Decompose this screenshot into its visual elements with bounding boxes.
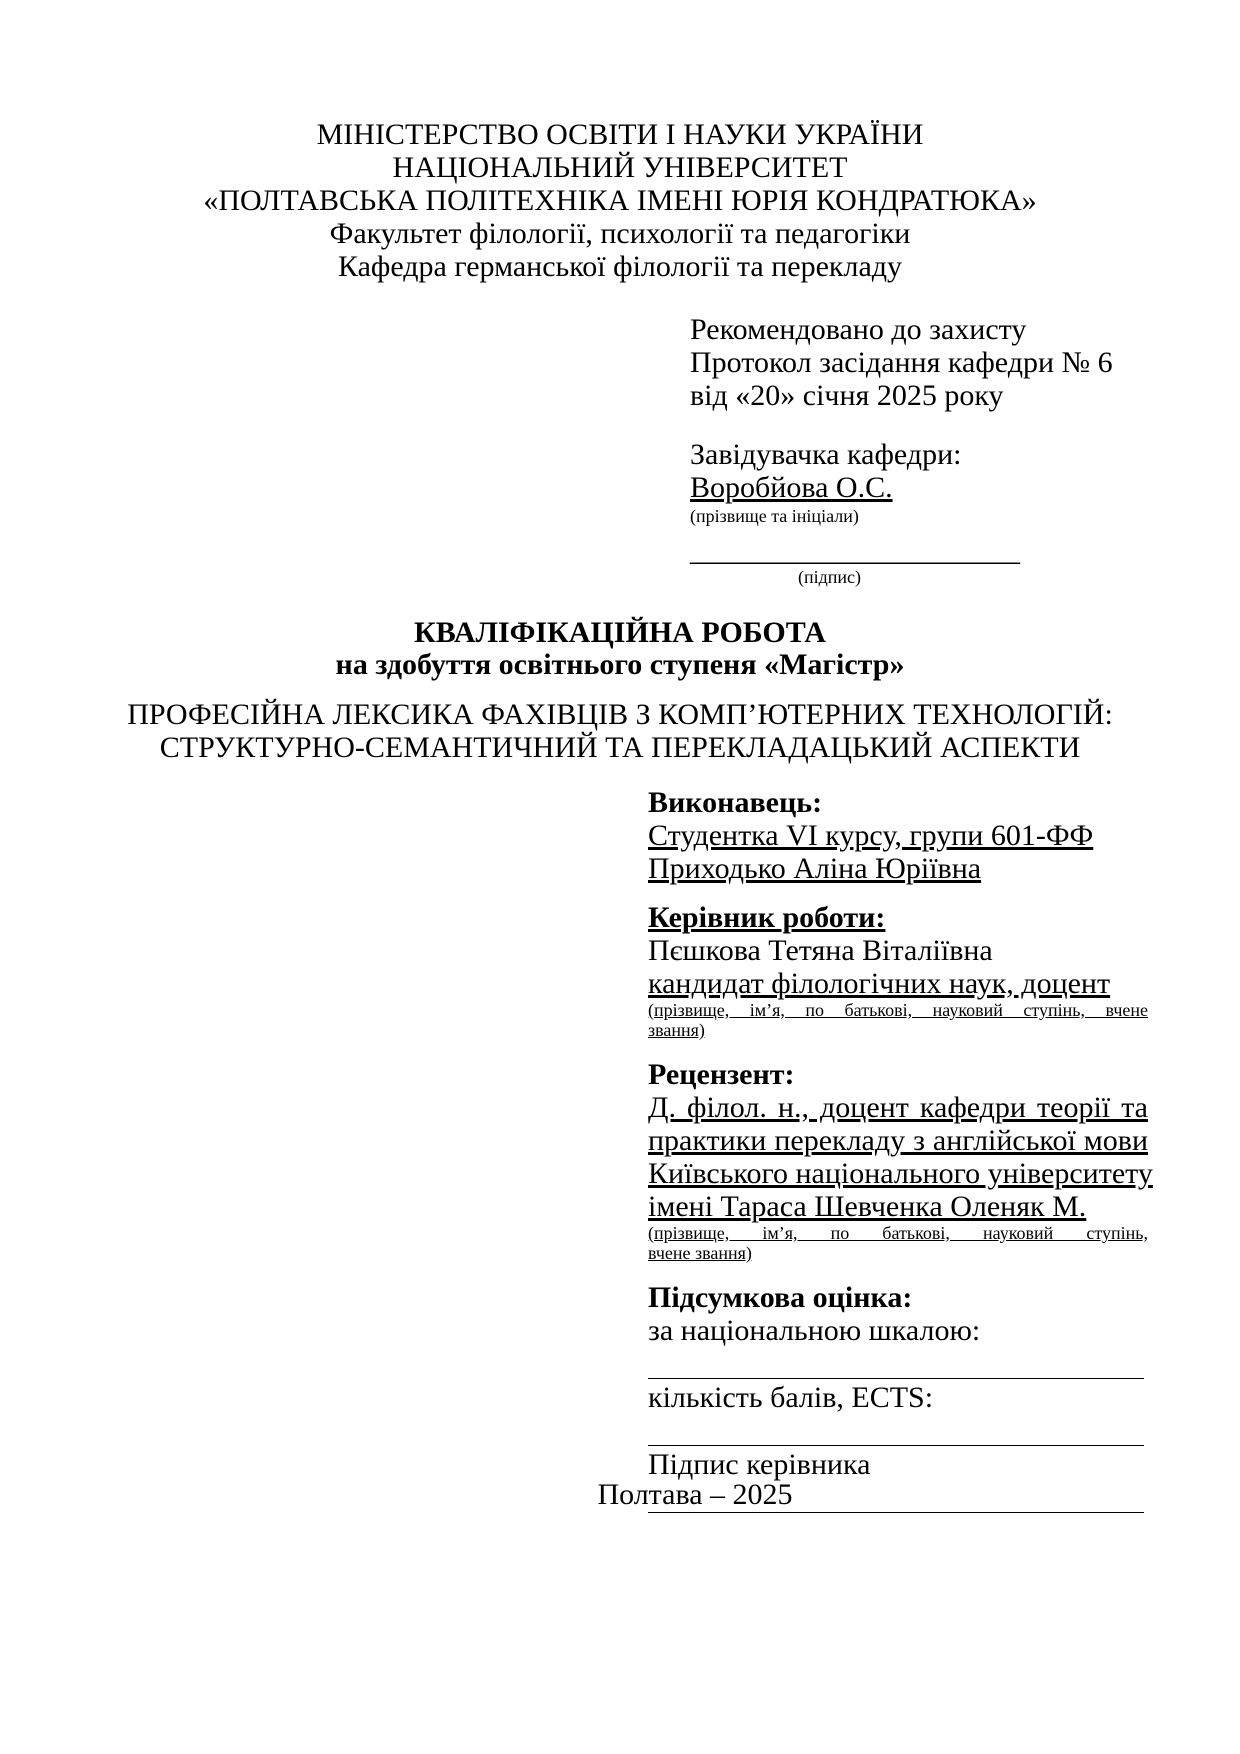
department-head-label: Завідувачка кафедри: [690,438,962,471]
signature-caption: (підпис) [798,567,862,587]
supervisor-signature-label: Підпис керівника [648,1448,871,1481]
reviewer-label: Рецензент: [648,1058,795,1091]
ministry-name: МІНІСТЕРСТВО ОСВІТИ І НАУКИ УКРАЇНИ [316,118,924,151]
university-name-line1: НАЦІОНАЛЬНИЙ УНІВЕРСИТЕТ [392,151,848,184]
performer-section [648,786,1148,885]
national-scale-label: за національною шкалою: [648,1314,981,1347]
university-name-line2: «ПОЛТАВСЬКА ПОЛІТЕХНІКА ІМЕНІ ЮРІЯ КОНДРАТЮКА» [203,184,1037,217]
reviewer-section [648,1058,1153,1263]
grade-label: Підсумкова оцінка: [648,1281,913,1314]
performer-label: Виконавець: [648,786,823,819]
department-name: Кафедра германської філології та перекладу [337,250,903,283]
recommendation-block [690,313,1130,587]
department-head-name: Воробйова О.С. [690,471,893,504]
work-type: КВАЛІФІКАЦІЙНА РОБОТА [414,616,826,649]
faculty-name: Факультет філології, психології та педагогіки [329,217,911,250]
work-title-line1: ПРОФЕСІЙНА ЛЕКСИКА ФАХІВЦІВ З КОМП’ЮТЕРНИХ ТЕХНОЛОГІЙ: [127,698,1113,731]
reviewer-line4: імені Тараса Шевченка Оленяк М. [648,1190,1087,1223]
supervisor-line1: Пєшкова Тетяна Віталіївна [648,934,993,967]
performer-line1: Студентка VI курсу, групи 601-ФФ [648,819,1094,852]
city-year: Полтава – 2025 [597,1478,793,1511]
ects-points-blank [648,1414,1144,1446]
supervisor-line2: кандидат філологічних наук, доцент [648,967,1111,1000]
signature-line: ______________________ [690,534,1020,567]
reviewer-caption-line1: (прізвище, ім’я, по батькові, науковий ступінь, [648,1223,1148,1243]
supervisor-caption-line2: звання) [648,1020,705,1040]
performer-line2: Приходько Аліна Юріївна [648,852,982,885]
work-degree: на здобуття освітнього ступеня «Магістр» [335,648,905,681]
supervisor-label: Керівник роботи: [648,901,886,934]
reviewer-line3: Київського національного університету [648,1157,1153,1190]
reviewer-line2: практики перекладу з англійської мови [648,1124,1148,1157]
work-title-line2: СТРУКТУРНО-СЕМАНТИЧНИЙ ТА ПЕРЕКЛАДАЦЬКИЙ АСПЕКТИ [159,731,1081,764]
supervisor-section [648,901,1148,1040]
national-scale-blank [648,1347,1144,1379]
recommendation-line3: від «20» січня 2025 року [690,379,1004,412]
reviewer-caption-line2: вчене звання) [648,1243,752,1263]
ects-points-label: кількість балів, ECTS: [648,1381,934,1414]
reviewer-line1: Д. філол. н., доцент кафедри теорії та [648,1091,1148,1124]
details-column [648,786,1153,1513]
recommendation-line2: Протокол засідання кафедри № 6 [690,346,1113,379]
supervisor-caption-line1: (прізвище, ім’я, по батькові, науковий ступінь, вчене [648,1000,1148,1020]
recommendation-line1: Рекомендовано до захисту [690,313,1027,346]
name-caption: (прізвище та ініціали) [690,506,859,526]
